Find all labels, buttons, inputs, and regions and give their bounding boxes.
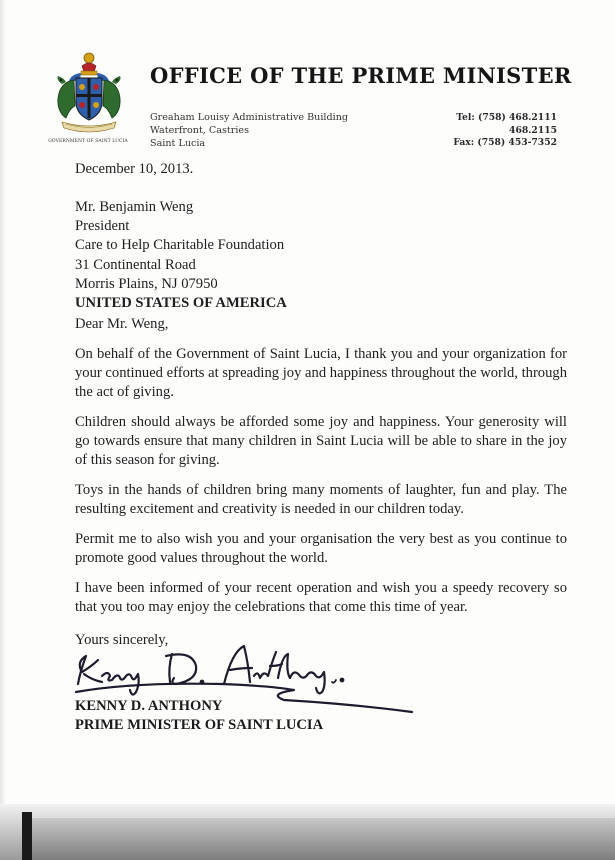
- body-paragraph: Children should always be afforded some joy and happiness. Your generosity will go towards ensure that many children in Saint Lucia will be able to share in the joy of this season for giving.: [75, 414, 567, 468]
- fax-line: Fax: (758) 453-7352: [453, 137, 557, 148]
- body-paragraph: I have been informed of your recent operation and wish you a speedy recovery so that you too may enjoy the celebrations that come this time of year.: [75, 580, 567, 615]
- office-title: OFFICE OF THE PRIME MINISTER: [150, 63, 572, 88]
- office-contact: [453, 112, 557, 150]
- address-line: Greaham Louisy Administrative Building: [150, 112, 349, 123]
- scan-edge-left: [0, 0, 6, 860]
- recipient-city: Morris Plains, NJ 07950: [75, 275, 218, 292]
- salutation: Dear Mr. Weng,: [75, 316, 169, 332]
- scan-shadow-corner: [22, 812, 32, 860]
- address-line: Waterfront, Castries: [150, 125, 250, 136]
- recipient-organization: Care to Help Charitable Foundation: [75, 237, 285, 254]
- coat-of-arms: [48, 50, 130, 148]
- body-paragraph: Toys in the hands of children bring many moments of laughter, fun and play. The resulting excitement and creativity is needed in our children today.: [75, 482, 567, 517]
- letter-date: December 10, 2013.: [75, 161, 194, 177]
- signatory-name: KENNY D. ANTHONY: [75, 698, 223, 714]
- address-line: Saint Lucia: [150, 138, 206, 149]
- signatory-title: PRIME MINISTER OF SAINT LUCIA: [75, 717, 324, 733]
- office-address: [150, 111, 348, 150]
- crest-caption: GOVERNMENT OF SAINT LUCIA: [48, 139, 128, 144]
- recipient-country: UNITED STATES OF AMERICA: [75, 295, 287, 312]
- recipient-name: Mr. Benjamin Weng: [75, 199, 194, 215]
- recipient-address: [75, 198, 567, 313]
- closing: Yours sincerely,: [75, 632, 169, 648]
- telephone-line: 468.2115: [509, 124, 557, 136]
- body-paragraph: Permit me to also wish you and your organisation the very best as you continue to promote good values throughout the world.: [75, 531, 567, 566]
- recipient-title: President: [75, 218, 130, 235]
- coat-of-arms-icon: [48, 50, 130, 138]
- recipient-street: 31 Continental Road: [75, 256, 196, 273]
- body-paragraph: On behalf of the Government of Saint Lucia, I thank you and your organization for your continued efforts at spreading joy and happiness throughout the world, through the act of giving.: [75, 346, 567, 400]
- scan-shadow-band: [30, 818, 615, 860]
- telephone-line: Tel: (758) 468.2111: [456, 112, 557, 123]
